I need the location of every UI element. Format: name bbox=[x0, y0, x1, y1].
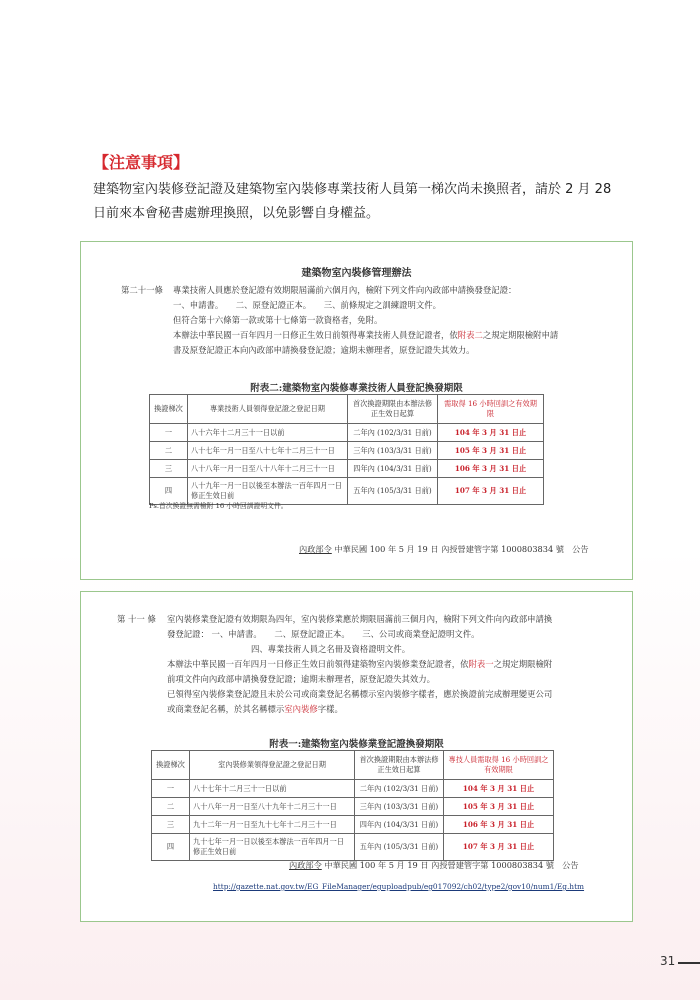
table-row bbox=[150, 460, 544, 478]
notice-body-line: 日前來本會秘書處辦理換照，以免影響自身權益。 bbox=[93, 206, 380, 221]
batch-cell: 一 bbox=[150, 424, 188, 442]
table-row bbox=[152, 834, 554, 861]
article-text: 本辦法中華民國一百年四月一日修正生效日前領得建築物室內裝修業登記證者，依 bbox=[167, 659, 469, 669]
article-text: 或商業登記名稱，於其名稱標示 bbox=[167, 704, 285, 714]
regulation-scan-panel-1 bbox=[80, 241, 633, 580]
batch-cell: 三 bbox=[150, 460, 188, 478]
table-header-row bbox=[152, 751, 554, 780]
table-row bbox=[152, 816, 554, 834]
period-cell: 四年內 (104/3/31 日前) bbox=[355, 816, 444, 834]
due-cell: 104 年 3 月 31 日止 bbox=[438, 424, 544, 442]
article-text: 字樣。 bbox=[317, 704, 343, 714]
header-cell: 首次換證期限由本辦法修正生效日起算 bbox=[355, 751, 444, 780]
batch-cell: 四 bbox=[150, 478, 188, 505]
article-line: 但符合第十六條第一款或第十七條第一款資格者，免附。 bbox=[173, 315, 383, 325]
date-cell: 九十二年一月一日至九十七年十二月三十一日 bbox=[190, 816, 355, 834]
due-cell: 107 年 3 月 31 日止 bbox=[438, 478, 544, 505]
article-text: 本辦法中華民國一百年四月一日修正生效日前領得專業技術人員登記證者，依 bbox=[173, 330, 458, 340]
article-line bbox=[167, 658, 552, 670]
period-cell: 五年內 (105/3/31 日前) bbox=[355, 834, 444, 861]
batch-cell: 二 bbox=[152, 798, 190, 816]
due-cell: 106 年 3 月 31 日止 bbox=[444, 816, 554, 834]
law-title: 建築物室內裝修管理辦法 bbox=[301, 268, 412, 279]
header-cell: 需取得 16 小時回訓之有效期限 bbox=[438, 395, 544, 424]
batch-cell: 一 bbox=[152, 780, 190, 798]
renewal-table bbox=[151, 750, 554, 861]
period-cell: 二年內 (102/3/31 日前) bbox=[348, 424, 438, 442]
highlight-term: 室內裝修 bbox=[284, 704, 318, 714]
date-cell: 八十八年一月一日至八十八年十二月三十一日 bbox=[188, 460, 348, 478]
article-text: 之規定期限檢附 bbox=[493, 659, 553, 669]
notice-body-line: 建築物室內裝修登記證及建築物室內裝修專業技術人員第一梯次尚未換照者，請於 2 月 28 bbox=[93, 182, 612, 197]
date-cell: 八十八年一月一日至八十九年十二月三十一日 bbox=[190, 798, 355, 816]
table-header-row bbox=[150, 395, 544, 424]
batch-cell: 二 bbox=[150, 442, 188, 460]
article-number: 第 十一 條 bbox=[117, 614, 156, 624]
period-cell: 三年內 (103/3/31 日前) bbox=[348, 442, 438, 460]
renewal-table bbox=[149, 394, 544, 505]
decree-signature bbox=[299, 544, 589, 555]
header-cell: 專業技術人員領得登記證之登記日期 bbox=[188, 395, 348, 424]
ministry-name: 內政部令 bbox=[299, 544, 332, 554]
article-line: 已領得室內裝修業登記證且未於公司或商業登記名稱標示室內裝修字樣者，應於換證前完成辦理變更公司 bbox=[167, 689, 553, 699]
article-line: 室內裝修業登記證有效期限為四年，室內裝修業應於期限屆滿前三個月內，檢附下列文件向內政部申請換 bbox=[167, 614, 553, 624]
table-footnote: Ps.首次換證無需檢附 16 小時回訓證明文件。 bbox=[149, 502, 288, 510]
header-cell: 首次換證期限由本辦法修正生效日起算 bbox=[348, 395, 438, 424]
batch-cell: 三 bbox=[152, 816, 190, 834]
header-cell: 室內裝修業領得登記證之登記日期 bbox=[190, 751, 355, 780]
decree-details: 中華民國 100 年 5 月 19 日 內授營建管字第 1000803834 號 公告 bbox=[324, 860, 579, 870]
annex-reference: 附表二 bbox=[457, 330, 483, 340]
due-cell: 104 年 3 月 31 日止 bbox=[444, 780, 554, 798]
header-cell: 換證梯次 bbox=[152, 751, 190, 780]
due-cell: 105 年 3 月 31 日止 bbox=[444, 798, 554, 816]
page-number-rule bbox=[678, 962, 700, 964]
article-line bbox=[173, 329, 558, 341]
article-line: 一、申請書。 二、原登記證正本。 三、前條規定之訓練證明文件。 bbox=[173, 300, 441, 310]
page-number: 31 bbox=[660, 954, 676, 968]
batch-cell: 四 bbox=[152, 834, 190, 861]
article-line: 書及原登記證正本向內政部申請換發登記證；逾期未辦理者，原登記證失其效力。 bbox=[173, 345, 475, 355]
period-cell: 四年內 (104/3/31 日前) bbox=[348, 460, 438, 478]
article-line bbox=[167, 703, 343, 715]
table-row bbox=[150, 442, 544, 460]
article-line: 專業技術人員應於登記證有效期限屆滿前六個月內，檢附下列文件向內政部申請換發登記證： bbox=[173, 285, 517, 295]
regulation-scan-panel-2 bbox=[80, 591, 633, 922]
period-cell: 五年內 (105/3/31 日前) bbox=[348, 478, 438, 505]
date-cell: 八十七年十二月三十一日以前 bbox=[190, 780, 355, 798]
header-cell: 專技人員需取得 16 小時回訓之有效期限 bbox=[444, 751, 554, 780]
article-number: 第二十一條 bbox=[121, 285, 163, 295]
decree-signature bbox=[289, 860, 579, 871]
gazette-link[interactable]: http://gazette.nat.gov.tw/EG_FileManager/eguploadpub/eg017092/ch02/type2/gov10/num1/Eg.htm bbox=[213, 882, 585, 891]
period-cell: 三年內 (103/3/31 日前) bbox=[355, 798, 444, 816]
table-title: 附表一:建築物室內裝修業登記證換發期限 bbox=[269, 739, 444, 750]
table-title: 附表二:建築物室內裝修專業技術人員登記換發期限 bbox=[250, 383, 463, 394]
article-line: 前項文件向內政部申請換發登記證；逾期未辦理者，原登記證失其效力。 bbox=[167, 674, 435, 684]
due-cell: 107 年 3 月 31 日止 bbox=[444, 834, 554, 861]
notice-heading: 【注意事項】 bbox=[93, 153, 190, 172]
date-cell: 九十七年一月一日以後至本辦法一百年四月一日修正生效日前 bbox=[190, 834, 355, 861]
header-cell: 換證梯次 bbox=[150, 395, 188, 424]
decree-details: 中華民國 100 年 5 月 19 日 內授營建管字第 1000803834 號 公告 bbox=[334, 544, 589, 554]
date-cell: 八十九年一月一日以後至本辦法一百年四月一日修正生效日前 bbox=[188, 478, 348, 505]
annex-reference: 附表一 bbox=[468, 659, 494, 669]
ministry-name: 內政部令 bbox=[289, 860, 322, 870]
article-line: 四、專業技術人員之名冊及資格證明文件。 bbox=[251, 644, 411, 654]
article-text: 之規定期限檢附申請 bbox=[482, 330, 559, 340]
article-line: 發登記證： 一、申請書。 二、原登記證正本。 三、公司或商業登記證明文件。 bbox=[167, 629, 480, 639]
date-cell: 八十七年一月一日至八十七年十二月三十一日 bbox=[188, 442, 348, 460]
date-cell: 八十六年十二月三十一日以前 bbox=[188, 424, 348, 442]
due-cell: 106 年 3 月 31 日止 bbox=[438, 460, 544, 478]
due-cell: 105 年 3 月 31 日止 bbox=[438, 442, 544, 460]
notice-body bbox=[93, 178, 641, 226]
table-row bbox=[152, 780, 554, 798]
period-cell: 二年內 (102/3/31 日前) bbox=[355, 780, 444, 798]
table-row bbox=[150, 424, 544, 442]
table-row bbox=[152, 798, 554, 816]
